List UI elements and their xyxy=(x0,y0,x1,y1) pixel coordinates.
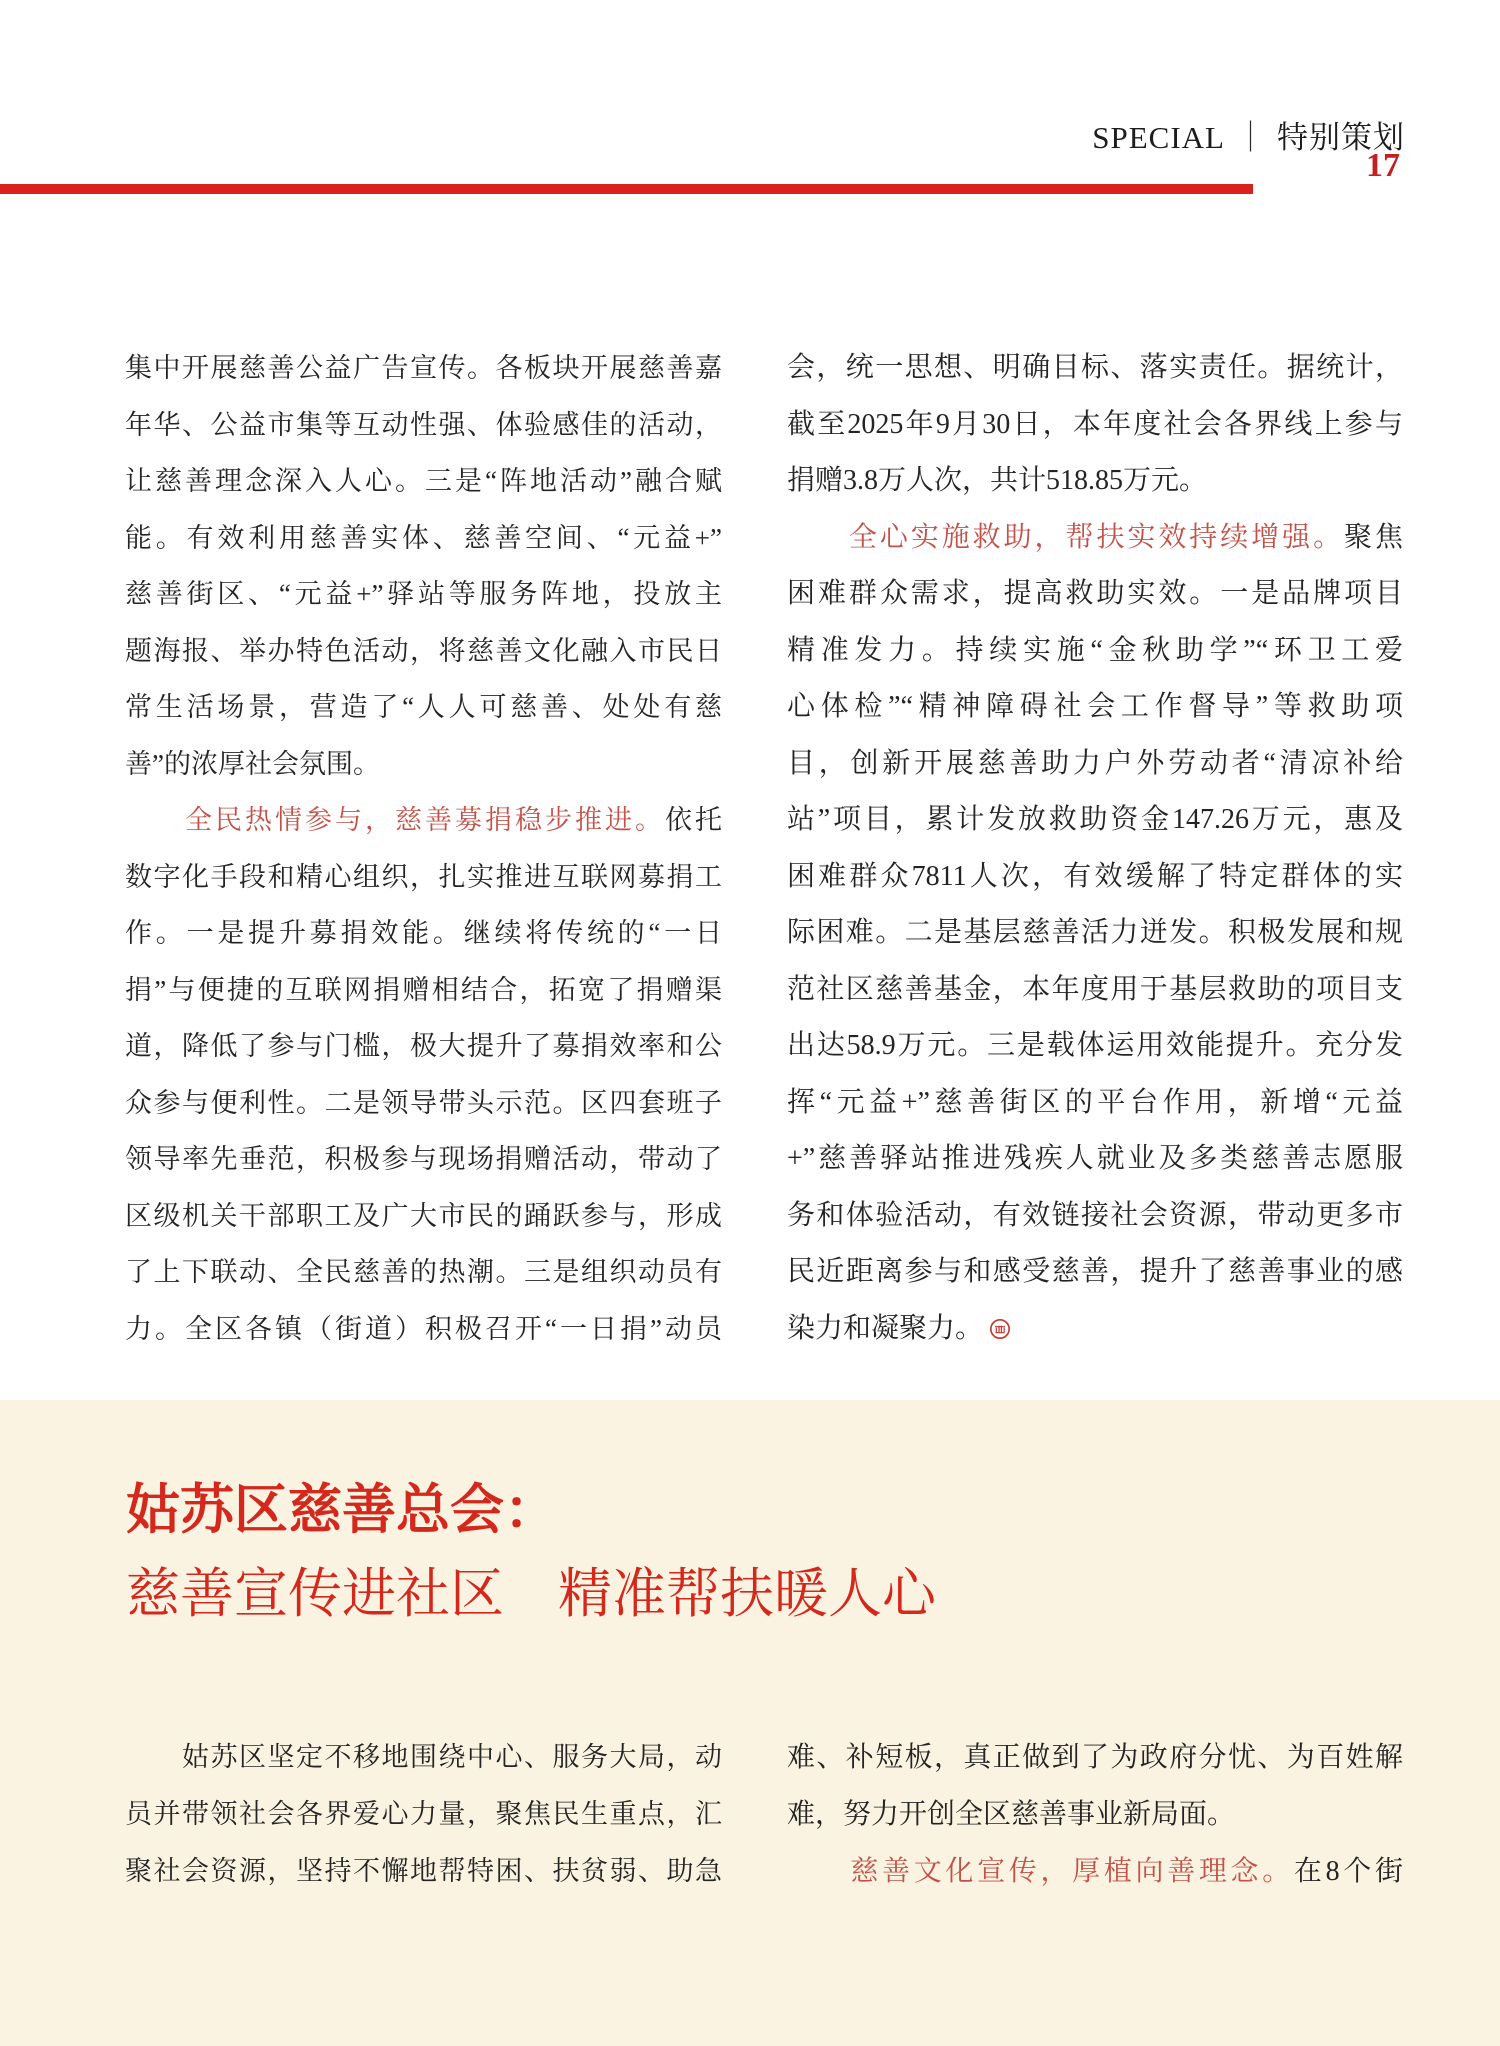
paragraph-indent xyxy=(125,805,185,835)
end-mark-icon xyxy=(989,1304,1011,1326)
text-line xyxy=(787,736,1403,793)
text-segment: 员并带领社会各界爱心力量，聚焦民生重点，汇 xyxy=(125,1799,722,1829)
text-line xyxy=(787,1188,1403,1245)
inline-heading: 全心实施救助，帮扶实效持续增强。 xyxy=(848,521,1345,553)
text-segment: 聚社会资源，坚持不懈地帮特困、扶贫弱、助急 xyxy=(125,1856,722,1886)
text-line xyxy=(787,1843,1403,1900)
text-line xyxy=(787,1018,1403,1075)
text-segment: 年华、公益市集等互动性强、体验感佳的活动， xyxy=(125,409,722,440)
article2-title-line2: 慈善宣传进社区 精准帮扶暖人心 xyxy=(126,1564,936,1624)
text-segment: 出达58.9万元。三是载体运用效能提升。充分发 xyxy=(787,1030,1403,1061)
text-segment: 众参与便利性。二是领导带头示范。区四套班子 xyxy=(125,1087,722,1118)
text-line xyxy=(787,340,1403,397)
text-line xyxy=(787,679,1403,736)
header-divider: ｜ xyxy=(1235,120,1267,155)
text-segment: 染力和凝聚力。 xyxy=(787,1312,984,1344)
text-line xyxy=(125,623,722,680)
text-line xyxy=(125,1131,722,1188)
text-line xyxy=(125,679,722,736)
text-segment: 际困难。二是基层慈善活力迸发。积极发展和规 xyxy=(787,917,1403,948)
text-line xyxy=(125,566,722,623)
text-segment: 区级机关干部职工及广大市民的踊跃参与，形成 xyxy=(125,1200,722,1231)
text-segment: 在8个街 xyxy=(1293,1856,1403,1887)
text-line xyxy=(125,1018,722,1075)
page-number: 17 xyxy=(1366,147,1400,184)
paragraph-indent xyxy=(787,522,849,553)
article2-title-line1: 姑苏区慈善总会： xyxy=(126,1480,558,1540)
text-line xyxy=(125,1244,722,1301)
page-header xyxy=(1092,112,1405,157)
paragraph-indent xyxy=(125,1742,182,1772)
text-segment: 困难群众需求，提高救助实效。一是品牌项目 xyxy=(787,578,1403,609)
text-segment: 作。一是提升募捐效能。继续将传统的“一日 xyxy=(125,918,722,948)
text-line xyxy=(125,792,722,849)
header-section-zh: 特别策划 xyxy=(1277,120,1405,155)
text-line xyxy=(787,397,1403,454)
text-segment: 慈善街区、“元益+”驿站等服务阵地，投放主 xyxy=(125,579,722,609)
text-segment: 会，统一思想、明确目标、落实责任。据统计， xyxy=(787,352,1403,383)
text-line xyxy=(125,340,722,397)
text-line xyxy=(125,905,722,962)
text-line xyxy=(787,1786,1403,1843)
text-line xyxy=(787,905,1403,962)
text-line xyxy=(125,397,722,454)
text-line xyxy=(787,510,1403,567)
text-line xyxy=(787,623,1403,680)
text-line xyxy=(787,1131,1403,1188)
text-line xyxy=(125,962,722,1019)
text-line xyxy=(125,849,722,906)
text-segment: 民近距离参与和感受慈善，提升了慈善事业的感 xyxy=(787,1256,1403,1287)
text-segment: 站”项目，累计发放救助资金147.26万元，惠及 xyxy=(787,804,1403,835)
text-line xyxy=(787,849,1403,906)
inline-heading: 全民热情参与，慈善募捐稳步推进。 xyxy=(185,805,665,835)
text-segment: 领导率先垂范，积极参与现场捐赠活动，带动了 xyxy=(125,1144,722,1174)
article2-column-right xyxy=(787,1729,1403,1900)
text-line xyxy=(787,1244,1403,1301)
text-segment: 难，努力开创全区慈善事业新局面。 xyxy=(787,1799,1236,1830)
text-line xyxy=(125,1188,722,1245)
text-line xyxy=(125,1075,722,1132)
text-segment: 数字化手段和精心组织，扎实推进互联网募捐工 xyxy=(125,861,722,892)
inline-heading: 慈善文化宣传，厚植向善理念。 xyxy=(850,1856,1294,1887)
text-line xyxy=(787,453,1403,510)
text-segment: 捐”与便捷的互联网捐赠相结合，拓宽了捐赠渠 xyxy=(125,974,722,1005)
text-line xyxy=(787,1075,1403,1132)
text-segment: 了上下联动、全民慈善的热潮。三是组织动员有 xyxy=(125,1257,722,1287)
text-line xyxy=(125,1843,722,1900)
text-segment: 姑苏区坚定不移地围绕中心、服务大局，动 xyxy=(182,1742,722,1772)
header-section-en: SPECIAL xyxy=(1092,120,1225,155)
text-line xyxy=(787,1729,1403,1786)
text-segment: 困难群众7811人次，有效缓解了特定群体的实 xyxy=(787,860,1403,892)
text-segment: +”慈善驿站推进残疾人就业及多类慈善志愿服 xyxy=(787,1143,1403,1174)
text-segment: 务和体验活动，有效链接社会资源，带动更多市 xyxy=(787,1199,1403,1231)
article1-column-right xyxy=(787,340,1403,1357)
text-segment: 集中开展慈善公益广告宣传。各板块开展慈善嘉 xyxy=(125,353,722,383)
text-segment: 精准发力。持续实施“金秋助学”“环卫工爱 xyxy=(787,634,1403,666)
paragraph-indent xyxy=(787,1856,850,1887)
article1-column-left xyxy=(125,340,722,1357)
text-segment: 捐赠3.8万人次，共计518.85万元。 xyxy=(787,465,1208,496)
header-red-rule xyxy=(0,184,1253,194)
text-segment: 题海报、举办特色活动，将慈善文化融入市民日 xyxy=(125,635,722,666)
text-line xyxy=(125,1729,722,1786)
text-segment: 常生活场景，营造了“人人可慈善、处处有慈 xyxy=(125,692,722,722)
text-line xyxy=(125,453,722,510)
text-segment: 善”的浓厚社会氛围。 xyxy=(125,748,380,779)
text-segment: 依托 xyxy=(665,805,722,835)
text-segment: 挥“元益+”慈善街区的平台作用，新增“元益 xyxy=(787,1086,1403,1118)
text-line xyxy=(125,736,722,793)
text-line xyxy=(125,1301,722,1358)
text-line xyxy=(787,962,1403,1019)
text-line xyxy=(787,566,1403,623)
text-line xyxy=(125,510,722,567)
text-segment: 能。有效利用慈善实体、慈善空间、“元益+” xyxy=(125,522,722,553)
text-segment: 截至2025年9月30日，本年度社会各界线上参与 xyxy=(787,408,1403,440)
text-line xyxy=(787,1301,1403,1358)
text-segment: 让慈善理念深入人心。三是“阵地活动”融合赋 xyxy=(125,466,722,496)
text-line xyxy=(787,792,1403,849)
text-segment: 力。全区各镇（街道）积极召开“一日捐”动员 xyxy=(125,1313,722,1344)
text-segment: 心体检”“精神障碍社会工作督导”等救助项 xyxy=(787,691,1403,722)
text-segment: 目，创新开展慈善助力户外劳动者“清凉补给 xyxy=(787,747,1403,779)
text-line xyxy=(125,1786,722,1843)
article2-title xyxy=(126,1468,936,1636)
text-segment: 聚焦 xyxy=(1344,521,1403,553)
text-segment: 难、补短板，真正做到了为政府分忧、为百姓解 xyxy=(787,1742,1403,1773)
text-segment: 道，降低了参与门槛，极大提升了募捐效率和公 xyxy=(125,1031,722,1061)
article2-column-left xyxy=(125,1729,722,1900)
text-segment: 范社区慈善基金，本年度用于基层救助的项目支 xyxy=(787,973,1403,1005)
